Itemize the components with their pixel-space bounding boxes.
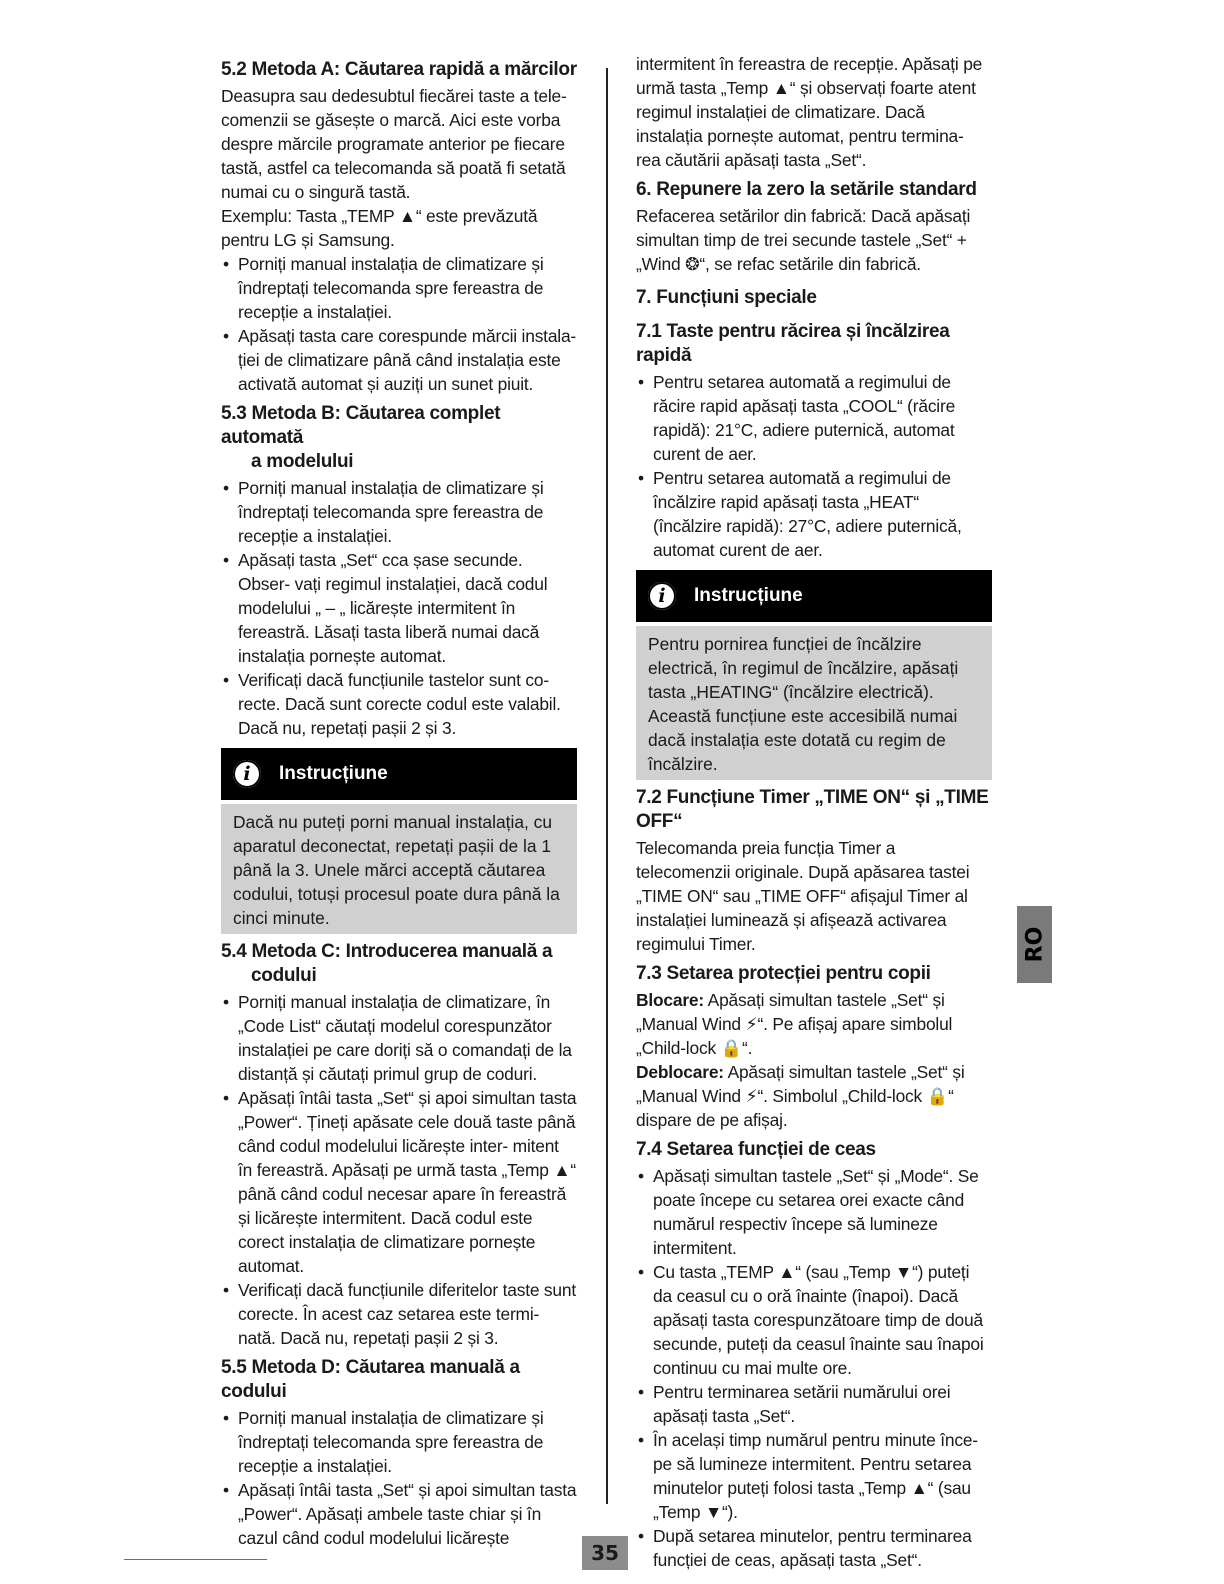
list-item: • Pentru setarea automată a regimului de răcire rapid apăsați tasta „COOL“ (răcire rapidă): 21°C, adiere puternică, automat curent de aer. (636, 370, 992, 466)
info-icon: i (648, 582, 676, 610)
section-7-4-list (636, 1164, 992, 1572)
section-7-2-title: 7.2 Funcțiune Timer „TIME ON“ și „TIME OFF“ (636, 787, 989, 832)
instruction-body: Pentru pornirea funcției de încălzire electrică, în regimul de încălzire, apăsați tasta „HEATING“ (încălzire electrică). Această funcțiune este accesibilă numai dacă instalația este dotată cu regim de încălzire. (636, 626, 992, 780)
list-item: • Porniți manual instalația de climatizare și îndreptați telecomanda spre fereastra de recepție a instalației. (221, 1406, 577, 1478)
section-7-3-title: 7.3 Setarea protecției pentru copii (636, 963, 931, 984)
section-7-1-list (636, 370, 992, 562)
instruction-header (636, 570, 992, 622)
section-5-3-title: 5.3 Metoda B: Căutarea complet automată a modelului (221, 403, 501, 472)
section-5-3-list (221, 476, 577, 740)
section-5-2-list (221, 252, 577, 396)
lock-text: Apăsați simultan tastele „Set“ și „Manual Wind ⚡“. Pe afișaj apare simbolul „Child-lock 🔒“. (636, 990, 953, 1058)
section-5-5-title: 5.5 Metoda D: Căutarea manuală a codului (221, 1357, 520, 1402)
section-5-5-list (221, 1406, 577, 1550)
list-item: • Porniți manual instalația de climatizare, în „Code List“ căutați modelul corespunzător instalației pe care doriți să o comandați de la distanță și căutați primul grup de coduri. (221, 990, 577, 1086)
instruction-box-1 (221, 748, 577, 934)
section-5-4-list (221, 990, 577, 1350)
instruction-header (221, 748, 577, 800)
section-7-1-title: 7.1 Taste pentru răcirea și încălzirea rapidă (636, 321, 950, 366)
list-item: • În același timp numărul pentru minute înce- pe să lumineze intermitent. Pentru setarea minutelor puteți folosi tasta „Temp ▲“ (sau „Temp ▼“). (636, 1428, 992, 1524)
unlock-text: Apăsați simultan tastele „Set“ și „Manual Wind ⚡“. Simbolul „Child-lock 🔒“ dispare de pe afișaj. (636, 1062, 965, 1130)
section-5-2-intro: Deasupra sau dedesubtul fiecărei taste a tele- comenzii se găsește o marcă. Aici este vorba despre mărcile programate anterior pe fiecare tastă, astfel ca telecomanda să poată fi setată numai cu o singură tastă. (221, 86, 567, 202)
list-item: • Porniți manual instalația de climatizare și îndreptați telecomanda spre fereastra de recepție a instalației. (221, 476, 577, 548)
list-item: • Apăsați simultan tastele „Set“ și „Mode“. Se poate începe cu setarea orei exacte când numărul respectiv începe să lumineze intermitent. (636, 1164, 992, 1260)
list-item: • Verificați dacă funcțiunile diferitelor taste sunt corecte. În acest caz setarea este termi- nată. Dacă nu, repetați pașii 2 și 3. (221, 1278, 577, 1350)
section-5-4-title: 5.4 Metoda C: Introducerea manuală a codului (221, 941, 553, 986)
list-item: • Verificați dacă funcțiunile tastelor sunt co- recte. Dacă sunt corecte codul este valabil. Dacă nu, repetați pașii 2 și 3. (221, 668, 577, 740)
list-item: • Porniți manual instalația de climatizare și îndreptați telecomanda spre fereastra de recepție a instalației. (221, 252, 577, 324)
list-item: • Pentru setarea automată a regimului de încălzire rapid apăsați tasta „HEAT“ (încălzire rapidă): 27°C, adiere puternică, automat curent de aer. (636, 466, 992, 562)
list-item: • Apăsați tasta „Set“ cca șase secunde. Obser- vați regimul instalației, dacă codul modelului „ – „ licărește intermitent în fereastră. Lăsați tasta liberă numai dacă instalația pornește automat. (221, 548, 577, 668)
list-item: • Apăsați întâi tasta „Set“ și apoi simultan tasta „Power“. Apăsați ambele taste chiar și în cazul când codul modelului licărește (221, 1478, 577, 1550)
list-item: • După setarea minutelor, pentru terminarea funcției de ceas, apăsați tasta „Set“. (636, 1524, 992, 1572)
unlock-paragraph (636, 1060, 992, 1132)
section-5-2-example: Exemplu: Tasta „TEMP ▲“ este prevăzută pentru LG și Samsung. (221, 206, 538, 250)
language-tab (1017, 906, 1052, 983)
section-6-title: 6. Repunere la zero la setările standard (636, 179, 977, 200)
list-item: • Apăsați tasta care corespunde mărcii instala- ției de climatizare până când instalația este activată automat și auziți un sunet piuit. (221, 324, 577, 396)
language-code: RO (1022, 926, 1047, 963)
page-number: 35 (582, 1536, 628, 1570)
section-7-2-body: Telecomanda preia funcția Timer a telecomenzii originale. După apăsarea tastei „TIME ON“ sau „TIME OFF“ afișajul Timer al instalației luminează și afișează activarea regimului Timer. (636, 838, 970, 954)
list-item: • Pentru terminarea setării numărului orei apăsați tasta „Set“. (636, 1380, 992, 1428)
right-column (636, 52, 992, 1572)
section-5-2-title: 5.2 Metoda A: Căutarea rapidă a mărcilor (221, 59, 577, 80)
lock-label: Blocare: (636, 990, 704, 1010)
instruction-heading: Instrucțiune (694, 585, 803, 606)
unlock-label: Deblocare: (636, 1062, 724, 1082)
continued-text: intermitent în fereastra de recepție. Apăsați pe urmă tasta „Temp ▲“ și observați foarte atent regimul instalației de climatizare. Dacă instalația pornește automat, pentru termina- rea căutării apăsați tasta „Set“. (636, 54, 983, 170)
section-7-4-title: 7.4 Setarea funcției de ceas (636, 1139, 876, 1160)
section-6-body: Refacerea setărilor din fabrică: Dacă apăsați simultan timp de trei secunde tastele „Set“ + „Wind ❂“, se refac setările din fabrică. (636, 206, 971, 274)
instruction-body: Dacă nu puteți porni manual instalația, cu aparatul deconectat, repetați pașii de la 1 până la 3. Unele mărci acceptă căutarea codului, totuși procesul poate dura până la cinci minute. (221, 804, 577, 934)
footer-rule (124, 1559, 267, 1560)
left-column (221, 52, 577, 1550)
column-divider (606, 68, 608, 1504)
list-item: • Apăsați întâi tasta „Set“ și apoi simultan tasta „Power“. Țineți apăsate cele două taste până când codul modelului licărește inter- mitent în fereastră. Apăsați pe urmă tasta „Temp ▲“ până când codul necesar apare în fereastră și licărește intermitent. Dacă codul este corect instalația de climatizare pornește automat. (221, 1086, 577, 1278)
lock-paragraph (636, 988, 992, 1060)
info-icon: i (233, 760, 261, 788)
section-7-title: 7. Funcțiuni speciale (636, 287, 817, 308)
instruction-box-2 (636, 570, 992, 780)
instruction-heading: Instrucțiune (279, 763, 388, 784)
list-item: • Cu tasta „TEMP ▲“ (sau „Temp ▼“) puteți da ceasul cu o oră înainte (înapoi). Dacă apăsați tasta corespunzătoare timp de două secunde, puteți da ceasul înainte sau înapoi continuu cu mai multe ore. (636, 1260, 992, 1380)
